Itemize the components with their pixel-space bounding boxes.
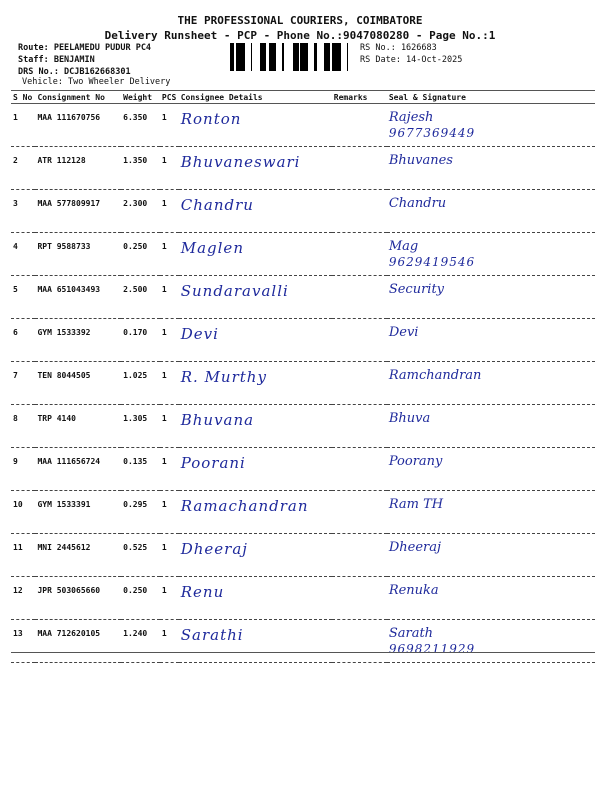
table-row [11,448,595,491]
seal-signature-text: Poorany [388,454,443,469]
table-row [11,534,595,577]
cell-consignee-signature: Bhuvana [179,405,332,448]
cell-consignment-no: MAA 577809917 [35,190,121,233]
cell-sno: 12 [11,577,35,620]
cell-consignment-no: MAA 712620105 [35,620,121,663]
table-bottom-rule [11,652,595,653]
seal-signature-text: Rajesh [388,110,434,125]
cell-seal-signature [387,620,595,663]
cell-weight: 1.305 [121,405,160,448]
cell-weight: 0.295 [121,491,160,534]
cell-remarks [332,190,387,233]
cell-weight: 0.135 [121,448,160,491]
table-row [11,104,595,147]
drs-number: DRS No.: DCJB162668301 [18,67,131,77]
cell-sno: 4 [11,233,35,276]
seal-signature-text: Mag [388,239,419,254]
cell-sno: 6 [11,319,35,362]
table-row [11,147,595,190]
seal-signature-text: Chandru [388,196,447,211]
cell-weight: 0.525 [121,534,160,577]
cell-consignee-signature: Ramachandran [179,491,332,534]
vehicle-label: Vehicle: Two Wheeler Delivery [22,77,171,87]
cell-weight: 0.250 [121,577,160,620]
cell-weight: 2.300 [121,190,160,233]
table-row [11,233,595,276]
cell-pcs: 1 [160,190,179,233]
cell-pcs: 1 [160,233,179,276]
cell-weight: 2.500 [121,276,160,319]
cell-consignee-signature: Renu [179,577,332,620]
col-header-consignee: Consignee Details [179,91,332,104]
cell-consignee-signature: Sarathi [179,620,332,663]
cell-remarks [332,405,387,448]
cell-remarks [332,577,387,620]
cell-seal-signature [387,577,595,620]
cell-consignment-no: MAA 111670756 [35,104,121,147]
seal-signature-text: Dheeraj [388,540,442,555]
handwritten-phone: 9677369449 [388,126,476,140]
cell-sno: 11 [11,534,35,577]
cell-consignee-signature: Maglen [179,233,332,276]
cell-seal-signature [387,534,595,577]
table-row [11,577,595,620]
cell-consignment-no: MNI 2445612 [35,534,121,577]
cell-remarks [332,104,387,147]
cell-pcs: 1 [160,577,179,620]
cell-consignee-signature: R. Murthy [179,362,332,405]
seal-signature-text: Sarath [388,626,434,641]
cell-consignee-signature: Ronton [179,104,332,147]
cell-weight: 1.025 [121,362,160,405]
handwritten-phone: 9698211929 [388,642,476,656]
cell-pcs: 1 [160,276,179,319]
col-header-sno: S No [11,91,35,104]
cell-seal-signature [387,104,595,147]
company-name: THE PROFESSIONAL COURIERS, COIMBATORE [177,14,423,27]
runsheet-title: Delivery Runsheet - PCP - Phone No.:9047080280 - Page No.:1 [104,29,496,42]
cell-sno: 13 [11,620,35,663]
cell-consignment-no: JPR 503065660 [35,577,121,620]
cell-seal-signature [387,448,595,491]
cell-pcs: 1 [160,147,179,190]
rs-date: RS Date: 14-Oct-2025 [360,55,463,65]
runsheet-table [11,90,595,663]
cell-sno: 10 [11,491,35,534]
cell-sno: 9 [11,448,35,491]
cell-seal-signature [387,190,595,233]
cell-pcs: 1 [160,104,179,147]
table-row [11,491,595,534]
cell-seal-signature [387,362,595,405]
cell-pcs: 1 [160,405,179,448]
cell-sno: 1 [11,104,35,147]
cell-pcs: 1 [160,362,179,405]
cell-remarks [332,147,387,190]
table-row [11,362,595,405]
cell-consignment-no: MAA 651043493 [35,276,121,319]
cell-consignee-signature: Bhuvaneswari [179,147,332,190]
cell-consignment-no: RPT 9588733 [35,233,121,276]
staff-label: Staff: BENJAMIN [18,55,95,65]
rs-number: RS No.: 1626683 [360,43,437,53]
col-header-remarks: Remarks [332,91,387,104]
cell-seal-signature [387,405,595,448]
cell-consignment-no: TEN 8044505 [35,362,121,405]
barcode [230,43,354,71]
cell-weight: 1.240 [121,620,160,663]
route-label: Route: PEELAMEDU PUDUR PC4 [18,43,152,53]
handwritten-phone: 9629419546 [388,255,476,269]
cell-pcs: 1 [160,448,179,491]
cell-remarks [332,620,387,663]
cell-seal-signature [387,319,595,362]
cell-sno: 3 [11,190,35,233]
cell-remarks [332,276,387,319]
cell-pcs: 1 [160,534,179,577]
cell-consignment-no: GYM 1533391 [35,491,121,534]
cell-sno: 2 [11,147,35,190]
cell-remarks [332,362,387,405]
cell-pcs: 1 [160,491,179,534]
cell-consignment-no: MAA 111656724 [35,448,121,491]
cell-weight: 0.250 [121,233,160,276]
cell-consignee-signature: Poorani [179,448,332,491]
cell-weight: 6.350 [121,104,160,147]
seal-signature-text: Devi [388,325,419,340]
table-row [11,319,595,362]
cell-consignee-signature: Dheeraj [179,534,332,577]
cell-seal-signature [387,147,595,190]
col-header-seal: Seal & Signature [387,91,595,104]
cell-remarks [332,233,387,276]
cell-consignment-no: GYM 1533392 [35,319,121,362]
seal-signature-text: Ramchandran [388,368,482,383]
col-header-pcs: PCS [160,91,179,104]
cell-seal-signature [387,276,595,319]
cell-sno: 5 [11,276,35,319]
seal-signature-text: Security [388,282,445,297]
cell-weight: 1.350 [121,147,160,190]
col-header-consignment: Consignment No [35,91,121,104]
seal-signature-text: Bhuvanes [388,153,453,168]
cell-pcs: 1 [160,319,179,362]
cell-seal-signature [387,233,595,276]
table-row [11,190,595,233]
seal-signature-text: Renuka [388,583,439,598]
cell-remarks [332,491,387,534]
seal-signature-text: Ram TH [388,497,444,512]
cell-weight: 0.170 [121,319,160,362]
seal-signature-text: Bhuva [388,411,431,426]
cell-consignee-signature: Sundaravalli [179,276,332,319]
cell-sno: 7 [11,362,35,405]
cell-remarks [332,448,387,491]
cell-consignment-no: TRP 4140 [35,405,121,448]
table-header-row [11,91,595,104]
col-header-weight: Weight [121,91,160,104]
cell-remarks [332,534,387,577]
table-row [11,276,595,319]
cell-consignee-signature: Devi [179,319,332,362]
cell-sno: 8 [11,405,35,448]
cell-seal-signature [387,491,595,534]
cell-remarks [332,319,387,362]
cell-consignment-no: ATR 112128 [35,147,121,190]
table-row [11,620,595,663]
table-row [11,405,595,448]
cell-consignee-signature: Chandru [179,190,332,233]
cell-pcs: 1 [160,620,179,663]
